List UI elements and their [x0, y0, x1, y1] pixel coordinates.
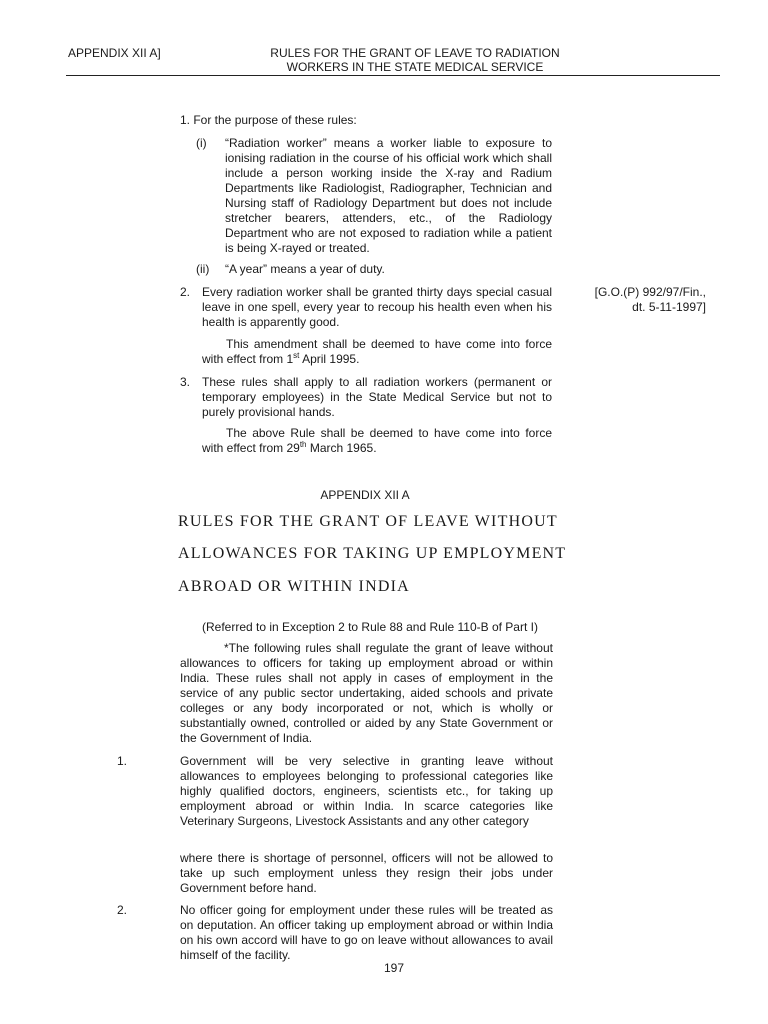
header-appendix-label: APPENDIX XII A]: [68, 46, 161, 60]
header-title: [250, 46, 580, 74]
effective-date-note: [202, 426, 552, 456]
page-number: 197: [383, 961, 405, 975]
amendment-superscript: st: [293, 351, 300, 360]
header-rule: [66, 75, 720, 76]
section-title-line1: RULES FOR THE GRANT OF LEAVE WITHOUT: [178, 513, 558, 530]
header-title-line2: WORKERS IN THE STATE MEDICAL SERVICE: [286, 60, 544, 74]
effective-date-text: The above Rule shall be deemed to have come into force with effect from 29: [202, 426, 552, 455]
referred-to-note: (Referred to in Exception 2 to Rule 88 and Rule 110-B of Part I): [202, 620, 538, 634]
effective-date-suffix: March 1965.: [306, 441, 377, 455]
rule1-intro: 1. For the purpose of these rules:: [180, 113, 357, 127]
rule2-government-order-reference: [560, 285, 706, 315]
amendment-date-suffix: April 1995.: [299, 352, 360, 366]
appendix-heading: APPENDIX XII A: [320, 488, 410, 502]
amendment-text: This amendment shall be deemed to have come into force with effect from 1: [202, 337, 552, 366]
rule3-number: 3.: [180, 375, 191, 389]
rule2-text: Every radiation worker shall be granted thirty days special casual leave in one spell, every year to recoup his health even when his health is apparently good.: [202, 285, 552, 329]
item1-text-part-a: Government will be very selective in granting leave without allowances to employees belonging to professional categories like highly qualified doctors, engineers, scientists etc., for taking up employment abroad or within India. In scarce categories like Veterinary Surgeons, Livestock Assistants and any other category: [180, 754, 553, 828]
definition-i-label: (i): [196, 136, 207, 150]
header-title-line1: RULES FOR THE GRANT OF LEAVE TO RADIATION: [270, 46, 560, 60]
amendment-note: [202, 337, 552, 367]
section-title-line2: ALLOWANCES FOR TAKING UP EMPLOYMENT: [178, 545, 567, 562]
item2-text: No officer going for employment under these rules will be treated as on deputation. An officer taking up employment abroad or within India on his own accord will have to go on leave without allowances to avail himself of the facility.: [180, 903, 553, 962]
item1-number: 1.: [117, 754, 128, 768]
section-title-line3: ABROAD OR WITHIN INDIA: [178, 578, 410, 595]
rule2-number: 2.: [180, 285, 191, 299]
intro-paragraph: *The following rules shall regulate the grant of leave without allowances to officers for taking up employment abroad or within India. These rules shall not apply in cases of employment in the service of any public sector undertaking, aided schools and private colleges or any body incorporated or not, which is wholly or substantially owned, controlled or aided by any State Government or the Government of India.: [180, 641, 553, 745]
definition-ii-label: (ii): [196, 262, 210, 276]
item1-text-part-b: where there is shortage of personnel, officers will not be allowed to take up such employment unless they resign their jobs under Government before hand.: [180, 851, 553, 895]
definition-i-text: “Radiation worker” means a worker liable to exposure to ionising radiation in the course of his official work which shall include a person working inside the X-ray and Radium Departments like Radiologist, Radiographer, Technician and Nursing staff of Radiology Department but does not include stretcher bearers, attenders, etc., of the Radiology Department who are not exposed to radiation while a patient is being X-rayed or treated.: [225, 136, 552, 255]
definition-ii-text: “A year” means a year of duty.: [225, 262, 385, 276]
effective-date-superscript: th: [299, 440, 307, 449]
rule3-text: These rules shall apply to all radiation workers (permanent or temporary employees) in the State Medical Service but not to purely provisional hands.: [202, 375, 552, 419]
reference-line2: dt. 5-11-1997]: [632, 300, 706, 314]
reference-line1: [G.O.(P) 992/97/Fin.,: [594, 285, 706, 299]
item2-number: 2.: [117, 903, 128, 917]
